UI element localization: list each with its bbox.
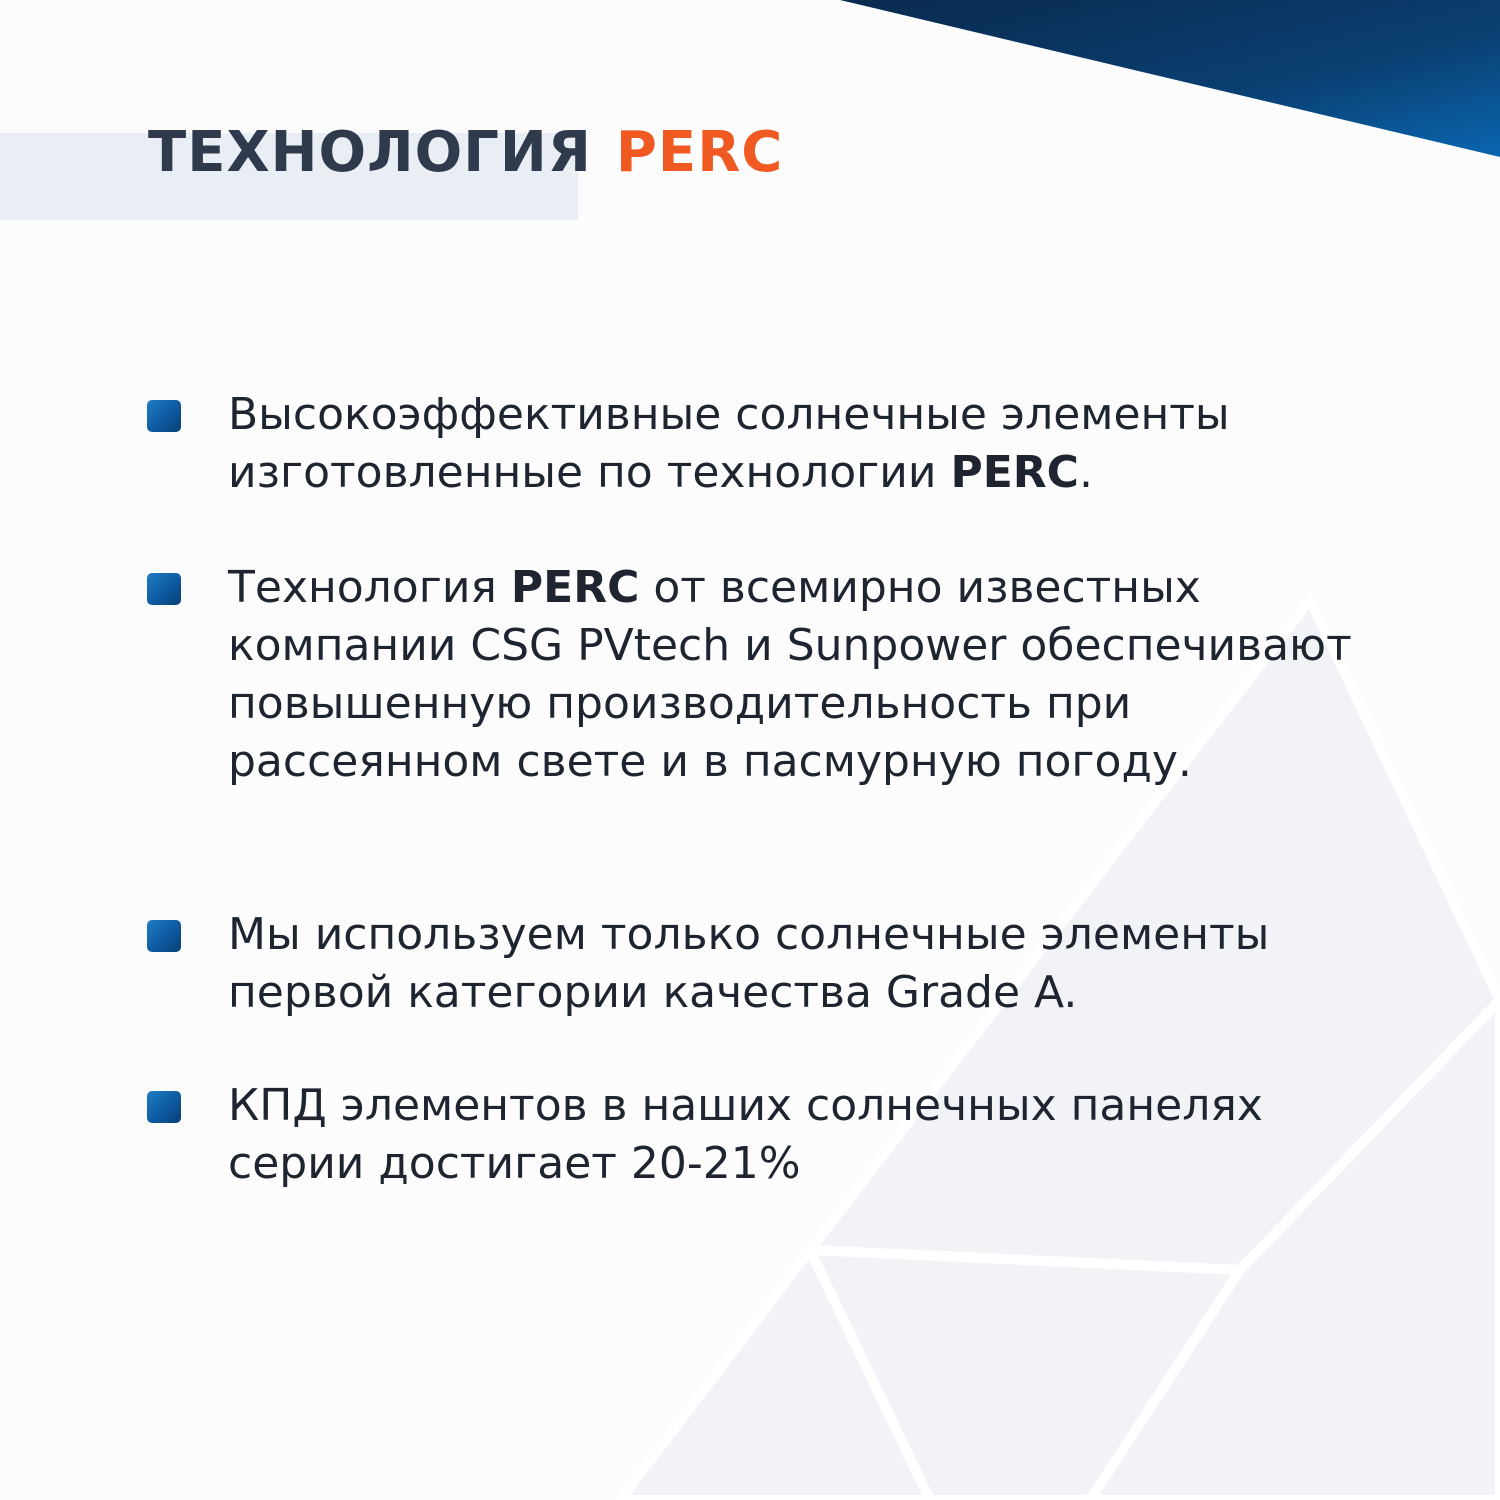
bullet-text-run: КПД элементов в наших солнечных панелях серии достигает 20-21% [228,1080,1263,1189]
square-bullet-icon [147,920,181,952]
bullet-text-run: Технология [228,562,511,613]
square-bullet-icon [147,400,181,432]
square-bullet-icon [147,1091,181,1123]
bullet-text-run: от всемирно известных компании CSG PVtech и Sunpower обеспечивают повышенную производительность при рассеянном свете и в пасмурную погоду. [228,562,1352,787]
title-main: ТЕХНОЛОГИЯ [148,120,592,185]
bullet-text [228,386,1408,502]
bullet-text-bold: PERC [510,562,640,613]
bullet-text-run: Мы используем только солнечные элементы первой категории качества Grade A. [228,909,1270,1018]
title-accent: PERC [615,120,784,185]
bullet-text [228,559,1408,791]
bullet-text-bold: PERC [950,447,1079,498]
bullet-text [228,1077,1408,1193]
bullet-text-run: Высокоэффективные солнечные элементы изготовленные по технологии [228,389,1230,498]
square-bullet-icon [147,573,181,605]
bullet-text [228,906,1408,1022]
bullet-text-run: . [1078,447,1093,498]
